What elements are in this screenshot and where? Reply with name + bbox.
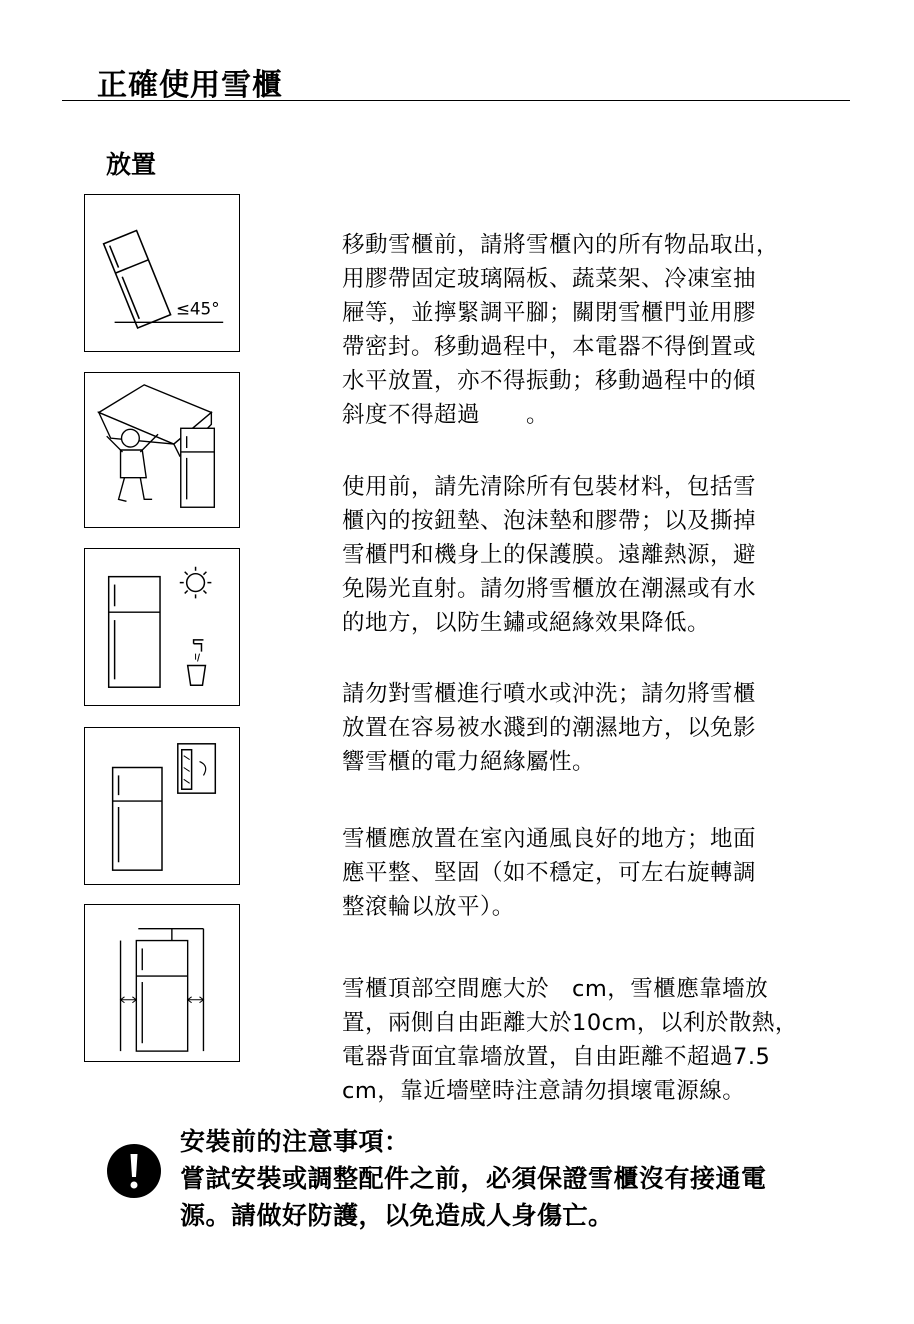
paragraph-line: 置，兩側自由距離大於10cm，以利於散熱， bbox=[342, 1010, 798, 1036]
section-title: 放置 bbox=[106, 150, 157, 179]
paragraph-line: 用膠帶固定玻璃隔板、蔬菜架、冷凍室抽 bbox=[342, 266, 757, 292]
page-title: 正確使用雪櫃 bbox=[97, 68, 283, 103]
warning-block bbox=[180, 1123, 860, 1234]
paragraph-line: 水平放置，亦不得振動；移動過程中的傾 bbox=[342, 368, 757, 394]
paragraph-line: cm，靠近墻壁時注意請勿損壞電源線。 bbox=[342, 1078, 746, 1104]
warning-heading: 安裝前的注意事項： bbox=[180, 1127, 410, 1156]
heat-water-figure bbox=[84, 548, 240, 706]
paragraph-before-use bbox=[342, 470, 842, 640]
paragraph-moving bbox=[342, 228, 842, 432]
heat-and-water-illustration bbox=[85, 549, 239, 705]
water-splash-illustration bbox=[85, 728, 239, 884]
paragraph-clearance bbox=[342, 972, 842, 1108]
paragraph-line: 櫃內的按鈕墊、泡沫墊和膠帶；以及撕掉 bbox=[342, 508, 757, 534]
paragraph-line: 移動雪櫃前，請將雪櫃內的所有物品取出， bbox=[342, 232, 780, 258]
paragraph-location bbox=[342, 822, 842, 924]
paragraph-line: 免陽光直射。請勿將雪櫃放在潮濕或有水 bbox=[342, 576, 757, 602]
clearance-diagram bbox=[85, 905, 239, 1061]
tilt-angle-label: ≤45° bbox=[175, 298, 220, 319]
paragraph-line: 整滾輪以放平）。 bbox=[342, 894, 515, 920]
paragraph-line: 斜度不得超過 。 bbox=[342, 402, 550, 428]
paragraph-line: 雪櫃應放置在室內通風良好的地方；地面 bbox=[342, 826, 757, 852]
paragraph-line: 應平整、堅固（如不穩定，可左右旋轉調 bbox=[342, 860, 757, 886]
paragraph-line: 電器背面宜靠墻放置，自由距離不超過7.5 bbox=[342, 1044, 771, 1070]
warning-line: 嘗試安裝或調整配件之前，必須保證雪櫃沒有接通電 bbox=[180, 1164, 767, 1193]
tilted-fridge-illustration bbox=[85, 195, 239, 351]
paragraph-line: 屜等，並擰緊調平腳；關閉雪櫃門並用膠 bbox=[342, 300, 757, 326]
unpack-figure bbox=[84, 372, 240, 528]
paragraph-line: 使用前，請先清除所有包裝材料，包括雪 bbox=[342, 474, 757, 500]
clearance-figure bbox=[84, 904, 240, 1062]
paragraph-line: 放置在容易被水濺到的潮濕地方，以免影 bbox=[342, 715, 757, 741]
exclamation-icon bbox=[106, 1143, 162, 1199]
paragraph-line: 雪櫃頂部空間應大於 cm，雪櫃應靠墻放 bbox=[342, 976, 769, 1002]
unpacking-illustration bbox=[85, 373, 239, 527]
title-divider bbox=[62, 100, 850, 101]
tilt-figure bbox=[84, 194, 240, 352]
paragraph-line: 帶密封。移動過程中，本電器不得倒置或 bbox=[342, 334, 757, 360]
paragraph-line: 請勿對雪櫃進行噴水或沖洗；請勿將雪櫃 bbox=[342, 681, 757, 707]
paragraph-water bbox=[342, 677, 842, 779]
paragraph-line: 雪櫃門和機身上的保護膜。遠離熱源，避 bbox=[342, 542, 757, 568]
paragraph-line: 的地方，以防生鏽或絕緣效果降低。 bbox=[342, 610, 711, 636]
warning-line: 源。請做好防護，以免造成人身傷亡。 bbox=[180, 1201, 614, 1230]
paragraph-line: 響雪櫃的電力絕緣屬性。 bbox=[342, 749, 596, 775]
splash-figure bbox=[84, 727, 240, 885]
